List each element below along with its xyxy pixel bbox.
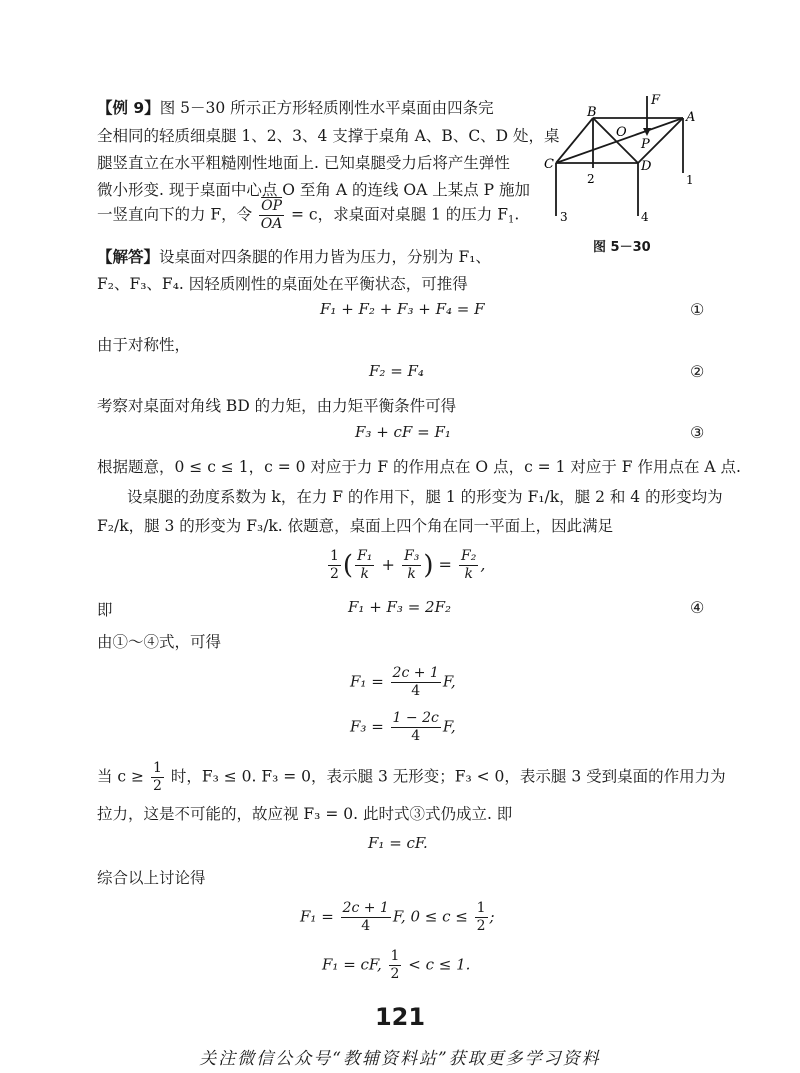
example-label: 【例 9】 <box>97 99 160 117</box>
label-P: P <box>641 137 650 152</box>
op-oa-fraction: $\frac{\overline{OP}}{OA}$ <box>260 198 283 232</box>
text-stiffness-2: F₂/k，腿 3 的形变为 F₃/k. 依题意，桌面上四个角在同一平面上，因此满足 <box>97 517 614 535</box>
text-torque: 考察对桌面对角线 BD 的力矩，由力矩平衡条件可得 <box>97 397 457 415</box>
example-line-5: 一竖直向下的力 F，令 $\frac{\overline{OP}}{OA}$ = c，求桌面对桌腿 1 的压力 $F_1$. <box>97 198 520 232</box>
figure-caption: 图 5－30 <box>593 240 651 255</box>
label-C: C <box>544 157 554 172</box>
equation-4-number: ④ <box>690 598 705 617</box>
equation-plane: $\frac{1}{2}$ ( $\frac{\text{F₁}}{k}$ + $\frac{\text{F₃}}{k}$ ) = $\frac{\text{F₂}}{k}$ , <box>330 548 486 582</box>
footer-note: 关注微信公众号“教辅资料站”获取更多学习资料 <box>199 1049 601 1069</box>
equation-3-number: ③ <box>690 423 705 442</box>
label-leg-4: 4 <box>641 210 649 224</box>
equation-4: F₁ + F₃ = 2F₂ <box>348 598 452 616</box>
solution-line-2: F₂、F₃、F₄. 因轻质刚性的桌面处在平衡状态，可推得 <box>97 275 468 293</box>
example-line-4: 微小形变. 现于桌面中心点 O 至角 A 的连线 OA 上某点 P 施加 <box>97 181 531 199</box>
text-ji: 即 <box>97 601 113 619</box>
equation-8: F₁ = $\frac{2c + 1}{4}$ F, 0 ≤ c ≤ $\frac{1}{2}$ ; <box>300 900 495 934</box>
table-figure <box>543 88 713 238</box>
text-summary: 综合以上讨论得 <box>97 869 206 887</box>
solution-label: 【解答】 <box>97 248 160 266</box>
solution-line-1: 【解答】设桌面对四条腿的作用力皆为压力，分别为 F₁、 <box>97 248 491 266</box>
text-from: 由①～④式，可得 <box>97 633 222 651</box>
equation-7: F₁ = cF. <box>368 834 428 852</box>
label-leg-2: 2 <box>587 172 595 186</box>
text-symmetry: 由于对称性， <box>97 336 191 354</box>
page-number: 121 <box>374 1003 426 1031</box>
label-leg-3: 3 <box>560 210 568 224</box>
equation-2-number: ② <box>690 362 705 381</box>
text-stiffness-1: 设桌腿的劲度系数为 k，在力 F 的作用下，腿 1 的形变为 F₁/k，腿 2 和 4 的形变均为 <box>127 488 723 506</box>
label-O: O <box>616 125 627 140</box>
equation-1-number: ① <box>690 300 705 319</box>
equation-6: F₃ = $\frac{1 - 2c}{4}$ F, <box>350 710 456 744</box>
example-line-2: 全相同的轻质细桌腿 1、2、3、4 支撑于桌角 A、B、C、D 处，桌 <box>97 127 560 145</box>
text-when: 当 c ≥ $\frac{1}{2}$ 时，F₃ ≤ 0. F₃ = 0，表示腿 3 无形变；F₃ < 0，表示腿 3 受到桌面的作用力为 <box>97 760 726 794</box>
label-leg-1: 1 <box>686 173 694 187</box>
label-F: F <box>651 93 661 108</box>
equation-2: F₂ = F₄ <box>369 362 424 380</box>
text-range: 根据题意，0 ≤ c ≤ 1，c = 0 对应于力 F 的作用点在 O 点，c = 1 对应于 F 作用点在 A 点. <box>97 458 741 476</box>
example-line-1: 【例 9】图 5－30 所示正方形轻质刚性水平桌面由四条完 <box>97 99 494 117</box>
equation-5: F₁ = $\frac{2c + 1}{4}$ F, <box>350 665 456 699</box>
label-A: A <box>686 110 696 125</box>
equation-1: F₁ + F₂ + F₃ + F₄ = F <box>320 300 485 318</box>
label-B: B <box>587 105 597 120</box>
equation-3: F₃ + cF = F₁ <box>355 423 451 441</box>
text-tension: 拉力，这是不可能的，故应视 F₃ = 0. 此时式③式仍成立. 即 <box>97 805 513 823</box>
example-line-3: 腿竖直立在水平粗糙刚性地面上. 已知桌腿受力后将产生弹性 <box>97 154 510 172</box>
equation-9: F₁ = cF, $\frac{1}{2}$ < c ≤ 1. <box>322 948 471 982</box>
label-D: D <box>641 159 652 174</box>
